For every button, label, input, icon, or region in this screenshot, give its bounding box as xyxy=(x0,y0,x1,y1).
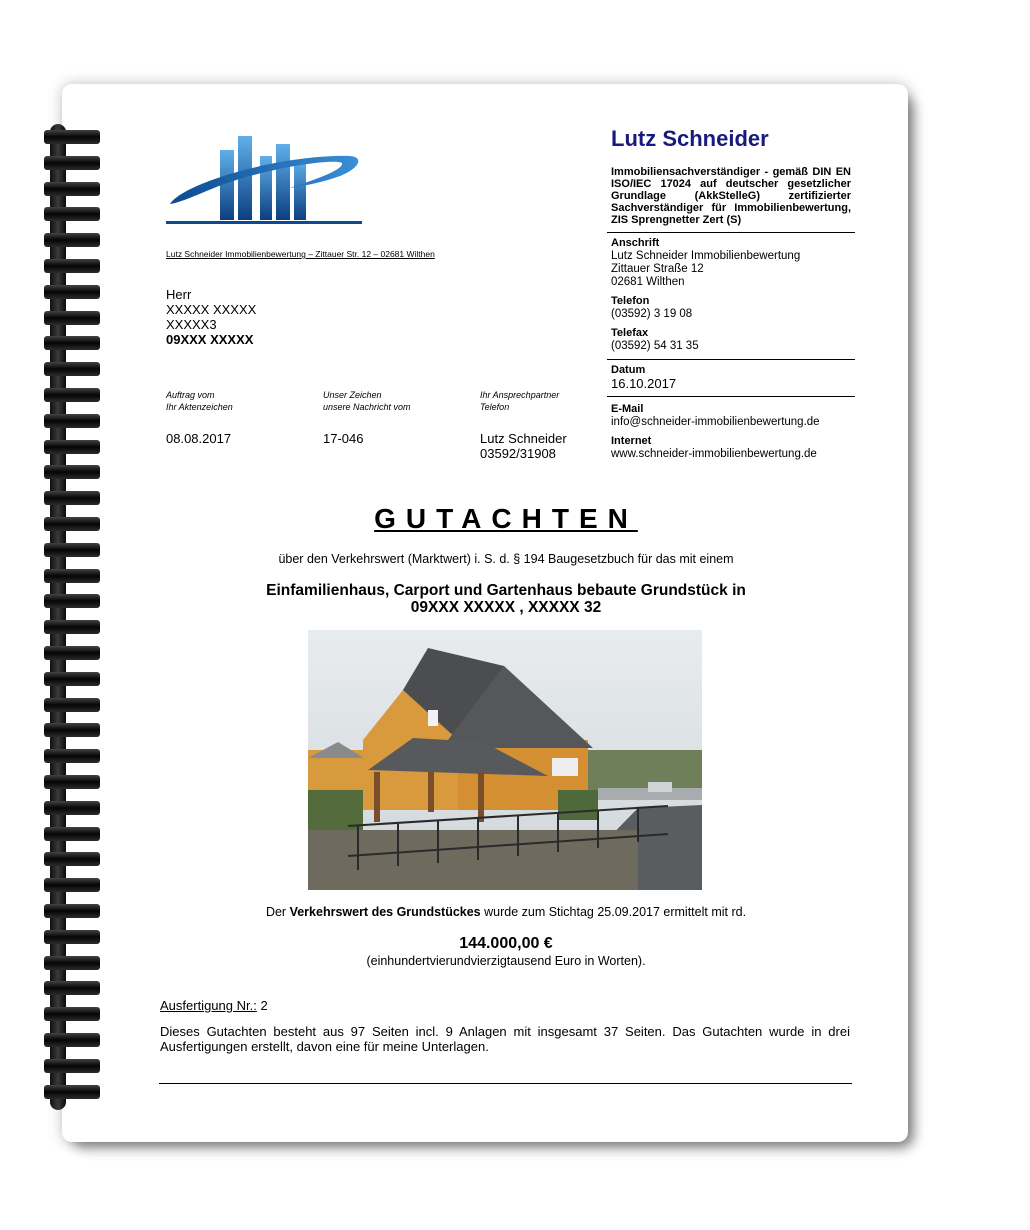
expert-qualification: Immobiliensachverständiger - gemäß DIN EN ISO/IEC 17024 auf deutscher gesetzlicher Grundlage (AkkStelleG) zertifizierter Sachverständiger für Immobilienbewertung, ZIS Sprengnetter Zert (S) xyxy=(611,166,851,226)
bottom-divider xyxy=(159,1083,852,1084)
binding-ring xyxy=(44,1085,100,1099)
internet-label: Internet xyxy=(611,435,652,447)
property-description xyxy=(160,582,852,616)
binding-ring xyxy=(44,646,100,660)
value-statement xyxy=(160,905,852,919)
copy-number: 2 xyxy=(260,998,268,1013)
subtitle: über den Verkehrswert (Marktwert) i. S. d. § 194 Baugesetzbuch für das mit einem xyxy=(278,552,734,566)
meta-label: Unser Zeichen xyxy=(323,390,382,400)
company-logo xyxy=(164,130,364,226)
spiral-binding xyxy=(0,0,120,1230)
binding-ring xyxy=(44,285,100,299)
meta-label: unsere Nachricht vom xyxy=(323,402,411,412)
value-statement-post: wurde zum Stichtag 25.09.2017 ermittelt mit rd. xyxy=(480,905,747,919)
address-label: Anschrift xyxy=(611,237,660,249)
fax-label: Telefax xyxy=(611,327,649,339)
fax-block xyxy=(611,327,851,353)
recipient-address xyxy=(166,287,256,347)
meta-column-order xyxy=(166,389,316,446)
phone-block xyxy=(611,295,851,321)
binding-ring xyxy=(44,311,100,325)
fax-value: (03592) 54 31 35 xyxy=(611,340,699,352)
binding-ring xyxy=(44,388,100,402)
internet-block xyxy=(611,435,851,461)
recipient-name: XXXXX XXXXX xyxy=(166,302,257,317)
binding-ring xyxy=(44,981,100,995)
binding-ring xyxy=(44,1059,100,1073)
closing-text: Dieses Gutachten besteht aus 97 Seiten incl. 9 Anlagen mit insgesamt 37 Seiten. Das Gutachten wurde in drei Ausfertigungen erstellt, davon eine für meine Unterlagen. xyxy=(160,1024,850,1054)
expert-name: Lutz Schneider xyxy=(611,126,769,151)
divider xyxy=(607,232,855,233)
date-value: 16.10.2017 xyxy=(611,376,677,391)
binding-ring xyxy=(44,827,100,841)
copy-label: Ausfertigung Nr.: xyxy=(160,998,257,1013)
email-label: E-Mail xyxy=(611,403,644,415)
meta-label: Ihr Ansprechpartner xyxy=(480,390,560,400)
address-line: Lutz Schneider Immobilienbewertung xyxy=(611,250,801,262)
binding-ring xyxy=(44,930,100,944)
binding-ring xyxy=(44,672,100,686)
binding-ring xyxy=(44,569,100,583)
recipient-street: XXXXX3 xyxy=(166,317,217,332)
binding-ring xyxy=(44,414,100,428)
meta-value: 03592/31908 xyxy=(480,446,556,461)
email-value: info@schneider-immobilienbewertung.de xyxy=(611,416,820,428)
binding-ring xyxy=(44,491,100,505)
binding-ring xyxy=(44,878,100,892)
meta-label: Ihr Aktenzeichen xyxy=(166,402,233,412)
address-line: 02681 Wilthen xyxy=(611,276,685,288)
binding-ring xyxy=(44,775,100,789)
binding-ring xyxy=(44,723,100,737)
divider xyxy=(607,359,855,360)
binding-ring xyxy=(44,336,100,350)
binding-ring xyxy=(44,543,100,557)
property-line: Einfamilienhaus, Carport und Gartenhaus bebaute Grundstück in xyxy=(266,582,746,599)
binding-ring xyxy=(44,1033,100,1047)
recipient-salutation: Herr xyxy=(166,287,192,302)
expert-info-column xyxy=(607,120,855,461)
address-block xyxy=(611,237,851,289)
phone-value: (03592) 3 19 08 xyxy=(611,308,693,320)
value-statement-bold: Verkehrswert des Grundstückes xyxy=(289,905,481,919)
binding-ring xyxy=(44,904,100,918)
value-statement-pre: Der xyxy=(265,905,290,919)
binding-ring xyxy=(44,517,100,531)
value-amount: 144.000,00 € xyxy=(459,935,553,952)
binding-ring xyxy=(44,233,100,247)
recipient-city: 09XXX XXXXX xyxy=(166,332,254,347)
binding-ring xyxy=(44,1007,100,1021)
internet-value: www.schneider-immobilienbewertung.de xyxy=(611,448,817,460)
binding-ring xyxy=(44,130,100,144)
meta-value: Lutz Schneider xyxy=(480,431,567,446)
binding-ring xyxy=(44,182,100,196)
divider xyxy=(607,396,855,397)
meta-label: Auftrag vom xyxy=(166,390,215,400)
title-text: GUTACHTEN xyxy=(374,503,638,534)
binding-ring xyxy=(44,698,100,712)
property-photo xyxy=(308,630,702,890)
meta-value: 17-046 xyxy=(323,431,364,446)
binding-ring xyxy=(44,620,100,634)
binding-ring xyxy=(44,852,100,866)
meta-value: 08.08.2017 xyxy=(166,431,232,446)
binding-ring xyxy=(44,207,100,221)
document-title xyxy=(160,503,852,535)
sender-line: Lutz Schneider Immobilienbewertung – Zittauer Str. 12 – 02681 Wilthen xyxy=(166,249,435,259)
binding-ring xyxy=(44,956,100,970)
date-label: Datum xyxy=(611,364,646,376)
binding-ring xyxy=(44,465,100,479)
binding-ring xyxy=(44,156,100,170)
address-line: Zittauer Straße 12 xyxy=(611,263,704,275)
phone-label: Telefon xyxy=(611,295,650,307)
value-words: (einhundertvierundvierzigtausend Euro in Worten). xyxy=(366,954,646,968)
property-line: 09XXX XXXXX , XXXXX 32 xyxy=(410,599,602,616)
binding-ring xyxy=(44,362,100,376)
meta-label: Telefon xyxy=(480,402,510,412)
binding-ring xyxy=(44,594,100,608)
meta-column-contact xyxy=(480,389,605,461)
binding-ring xyxy=(44,440,100,454)
meta-column-reference xyxy=(323,389,473,446)
copy-number-line xyxy=(160,998,850,1013)
date-block xyxy=(611,364,851,390)
binding-ring xyxy=(44,259,100,273)
binding-ring xyxy=(44,749,100,763)
binding-ring xyxy=(44,801,100,815)
email-block xyxy=(611,403,851,429)
